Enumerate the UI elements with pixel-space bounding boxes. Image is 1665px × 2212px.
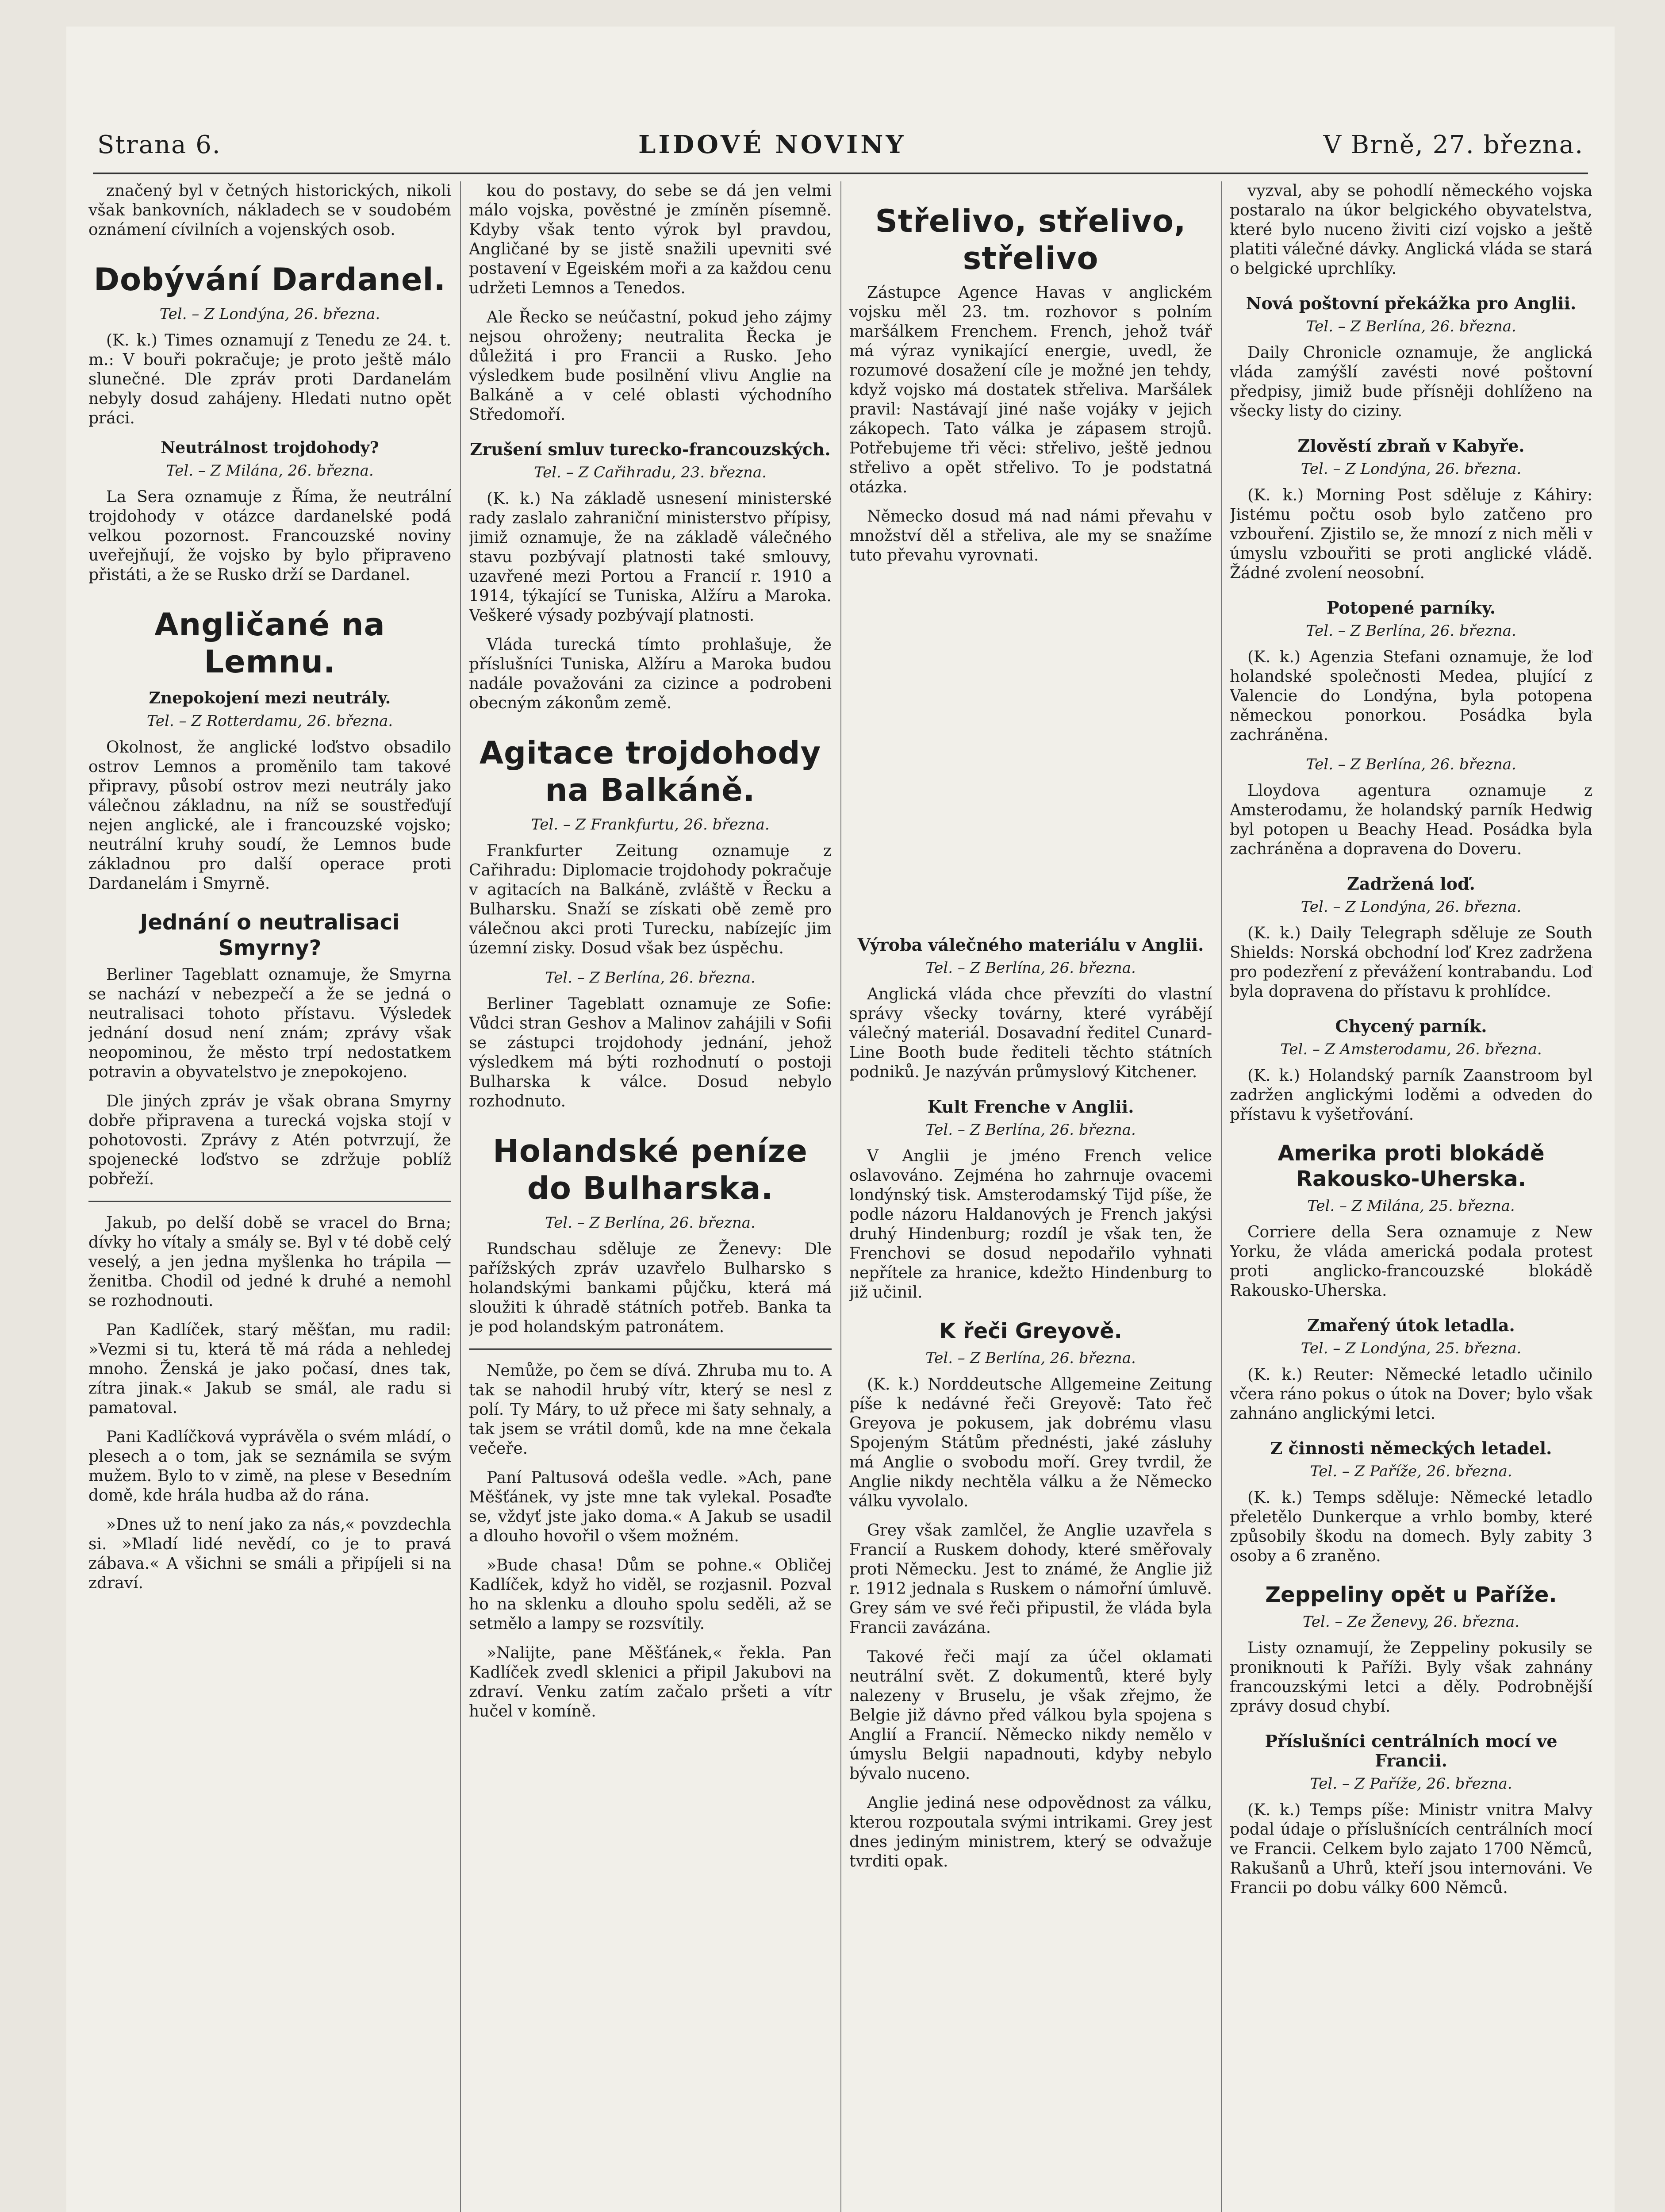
article-title: Angličané na Lemnu. bbox=[154, 607, 385, 680]
censored-blank bbox=[849, 575, 1212, 920]
dateline: Tel. – Z Berlína, 26. března. bbox=[925, 1121, 1136, 1139]
article-title: Agitace trojdohody na Balkáně. bbox=[479, 735, 821, 808]
feuilleton-paragraph: Jakub, po delší době se vracel do Brna; dívky ho vítaly a smály se. Byl v té době celý veselý, a jen jedna myšlenka ho trápila — ženitba. Chodil od jedné k druhé a nemohl se rozhodnouti. bbox=[88, 1214, 451, 1310]
feuilleton-rule bbox=[469, 1348, 832, 1350]
article-paragraph: Lloydova agentura oznamuje z Amsterodamu, že holandský parník Hedwig byl potopen u Beachy Head. Posádka byla zachráněna a dopravena do Doveru. bbox=[1230, 782, 1592, 858]
article-title: Holandské peníze do Bulharska. bbox=[493, 1133, 808, 1206]
feuilleton-paragraph: Paní Paltusová odešla vedle. »Ach, pane Měšťánek, vy jste mne tak vylekal. Posaďte se, vždyť jste jako doma.« A Jakub se usadil a dlouho hovořil o všem možném. bbox=[469, 1469, 832, 1545]
dateline: Tel. – Z Paříže, 26. března. bbox=[1310, 1775, 1512, 1793]
article-title: Amerika proti blokádě Rakousko-Uherska. bbox=[1278, 1141, 1545, 1191]
article-title: Dobývání Dardanel. bbox=[93, 261, 446, 298]
feuilleton-paragraph: Pan Kadlíček, starý měšťan, mu radil: »Vezmi si tu, která tě má ráda a nehledej mnoho. Ženská je jako počasí, dnes tak, zítra jinak.« Jakub se smál, ale radu si pamatoval. bbox=[88, 1321, 451, 1417]
dateline: Tel. – Z Amsterodamu, 26. března. bbox=[1280, 1041, 1542, 1058]
article-paragraph: (K. k.) Na základě usnesení ministerské rady zaslalo zahraniční ministerstvo přípisy, jimiž oznamuje, že na základě válečného stavu pozbývají platnosti také smlouvy, uzavřené mezi Portou a Francií r. 1910 a 1914, týkající se Tuniska, Alžíru a Maroka. Veškeré výsady pozbývají platnosti. bbox=[469, 490, 832, 625]
article-paragraph: Německo dosud má nad námi převahu v množství děl a střeliva, ale my se snažíme tuto převahu vyrovnati. bbox=[849, 507, 1212, 565]
article-title: Kult Frenche v Anglii. bbox=[927, 1097, 1134, 1117]
article-title: Nová poštovní překážka pro Anglii. bbox=[1246, 293, 1577, 313]
dateline: Tel. – Z Berlína, 26. března. bbox=[925, 1349, 1136, 1367]
article-paragraph: Rundschau sděluje ze Ženevy: Dle pařížských zpráv uzavřelo Bulharsko s holandskými bankami půjčku, která má sloužiti k úhradě státních potřeb. Banka ta je pod holandským patronátem. bbox=[469, 1240, 832, 1336]
article-paragraph: vyzval, aby se pohodlí německého vojska postaralo na úkor belgického obyvatelstva, které bylo nuceno živiti cizí vojsko a ještě platiti válečné dávky. Anglická vláda se stará o belgické uprchlíky. bbox=[1230, 182, 1592, 278]
dateline: Tel. – Z Berlína, 26. března. bbox=[925, 959, 1136, 977]
column-1 bbox=[88, 181, 451, 2212]
article-paragraph: Dle jiných zpráv je však obrana Smyrny dobře připravena a turecká vojska stojí v pohotovosti. Zprávy z Atén potvrzují, že spojenecké loďstvo se zdržuje poblíž pobřeží. bbox=[88, 1092, 451, 1188]
article-paragraph: (K. k.) Times oznamují z Tenedu ze 24. t. m.: V bouři pokračuje; je proto ještě málo slunečné. Dle zpráv proti Dardanelám nebyly dosud zahájeny. Hledati nutno opět práci. bbox=[88, 331, 451, 427]
dateline: Tel. – Z Cařihradu, 23. března. bbox=[534, 464, 767, 481]
column-rule bbox=[1221, 181, 1222, 2212]
col1-intro: značený byl v četných historických, nikoli však bankovních, nákladech se v soudobém oznámení cívilních a vojenských osob. bbox=[88, 182, 451, 239]
dateline: Tel. – Z Berlína, 26. března. bbox=[1306, 318, 1516, 335]
dateline: Tel. – Z Milána, 25. března. bbox=[1307, 1197, 1515, 1215]
article-paragraph: V Anglii je jméno French velice oslavováno. Zejména ho zahrnuje ovacemi londýnský tisk. Amsterodamský Tijd píše, že podle názoru Haldanových je French jakýsi druhý Hindenburg; rozdíl je však ten, že Frenchovi se dosud nepodařilo vyhnati nepřítele za hranice, kdežto Hindenburg to již učinil. bbox=[849, 1147, 1212, 1302]
article-title: Chycený parník. bbox=[1335, 1016, 1487, 1036]
article-subtitle: Znepokojení mezi neutrály. bbox=[149, 689, 391, 707]
article-paragraph: Berliner Tageblatt oznamuje, že Smyrna se nachází v nebezpečí a že se jedná o neutralisaci tohoto přístavu. Výsledek jednání dosud není znám; zprávy však neopominou, že město trpí nedostatkem potravin a obyvatelstvo je znepokojeno. bbox=[88, 966, 451, 1081]
article-title: Výroba válečného materiálu v Anglii. bbox=[857, 935, 1204, 955]
article-paragraph: Takové řeči mají za účel oklamati neutrální svět. Z dokumentů, které byly nalezeny v Bruselu, je však zřejmo, že Belgie již dávno před válkou byla spojena s Anglií a Francií. Německo nikdy nemělo v úmyslu Belgii napadnouti, kdyby nebylo bývalo nuceno. bbox=[849, 1648, 1212, 1783]
article-paragraph: (K. k.) Agenzia Stefani oznamuje, že loď holandské společnosti Medea, plující z Valencie do Londýna, byla potopena německou ponorkou. Posádka byla zachráněna. bbox=[1230, 648, 1592, 744]
dateline: Tel. – Z Londýna, 26. března. bbox=[1301, 898, 1522, 916]
masthead bbox=[97, 119, 1584, 159]
article-paragraph: Daily Chronicle oznamuje, že anglická vláda zamýšlí zavésti nové poštovní předpisy, jimiž bude přísněji dohlíženo na všecky listy do ciziny. bbox=[1230, 344, 1592, 420]
feuilleton-paragraph: »Dnes už to není jako za nás,« povzdechla si. »Mladí lidé nevědí, co je to pravá zábava.« A všichni se smáli a připíjeli si na zdraví. bbox=[88, 1516, 451, 1592]
dateline: Tel. – Z Berlína, 26. března. bbox=[1306, 622, 1516, 640]
dateline: Tel. – Z Londýna, 25. března. bbox=[1301, 1340, 1522, 1357]
article-title: Zrušení smluv turecko-francouzských. bbox=[470, 439, 831, 459]
feuilleton-paragraph: Nemůže, po čem se dívá. Zhruba mu to. A tak se nahodil hrubý vítr, který se nesl z polí. Ty Máry, to už přece mi šaty sehnaly, a tak jsem se vrátil domů, kde na mne čekala večeře. bbox=[469, 1362, 832, 1458]
article-paragraph: Frankfurter Zeitung oznamuje z Cařihradu: Diplomacie trojdohody pokračuje v agitacích na Balkáně, zvláště v Řecku a Bulharsku. Snaží se získati obě země pro válečnou akci proti Turecku, nabízejíc jim územní zisky. Dosud však bez úspěchu. bbox=[469, 842, 832, 957]
article-paragraph: Anglická vláda chce převzíti do vlastní správy všecky továrny, které vyrábějí válečný materiál. Dosavadní ředitel Cunard-Line Booth bude řediteli těchto státních podniků. Je nazýván průmyslový Kitchener. bbox=[849, 985, 1212, 1081]
dateline: Tel. – Z Londýna, 26. března. bbox=[159, 305, 380, 323]
article-paragraph: Corriere della Sera oznamuje z New Yorku, že vláda americká podala protest proti anglicko-francouzské blokádě Rakousko-Uherska. bbox=[1230, 1223, 1592, 1300]
article-title: Z činnosti německých letadel. bbox=[1270, 1438, 1552, 1458]
dateline: Tel. – Ze Ženevy, 26. března. bbox=[1302, 1613, 1520, 1631]
dateline: Tel. – Z Berlína, 26. března. bbox=[1306, 756, 1516, 773]
dateline: Tel. – Z Berlína, 26. března. bbox=[545, 1214, 756, 1232]
article-title: Zadržená loď. bbox=[1347, 874, 1475, 894]
article-paragraph: (K. k.) Holandský parník Zaanstroom byl zadržen anglickými loděmi a odveden do přístavu k vyšetřování. bbox=[1230, 1067, 1592, 1124]
article-title: Zeppeliny opět u Paříže. bbox=[1265, 1582, 1557, 1607]
article-paragraph: (K. k.) Morning Post sděluje z Káhiry: Jistému počtu osob bylo zatčeno pro vzbouření. Zjistilo se, že mnozí z nich měli v úmyslu vzbouřiti se proti anglické vládě. Žádné zvolení neosobní. bbox=[1230, 486, 1592, 582]
article-paragraph: (K. k.) Temps sděluje: Německé letadlo přeletělo Dunkerque a vrhlo bomby, které způsobily škodu na domech. Byly zabity 3 osoby a 6 zraněno. bbox=[1230, 1489, 1592, 1565]
column-rule bbox=[460, 181, 461, 2212]
article-paragraph: (K. k.) Reuter: Německé letadlo učinilo včera ráno pokus o útok na Dover; bylo však zahnáno anglickými letci. bbox=[1230, 1366, 1592, 1423]
article-paragraph: kou do postavy, do sebe se dá jen velmi málo vojska, pověstné je zmíněn písemně. Kdyby však tento výrok byl pravdou, Angličané by se jistě snažili upevniti své postavení v Egeiském moři a za každou cenu udržeti Lemnos a Tenedos. bbox=[469, 182, 832, 297]
article-paragraph: (K. k.) Temps píše: Ministr vnitra Malvy podal údaje o příslušnících centrálních mocí ve Francii. Celkem bylo zajato 1700 Němců, Rakušanů a Uhrů, kteří jsou internováni. Ve Francii po dobu války 600 Němců. bbox=[1230, 1801, 1592, 1897]
article-paragraph: Zástupce Agence Havas v anglickém vojsku měl 23. tm. rozhovor s polním maršálkem Frenchem. French, jehož tvář má výraz vynikající energie, uvedl, že rozumové dosažení cíle je možné jen tehdy, když vojsko má dostatek střeliva. Maršálek pravil: Nastávají jiné naše vojáky v jejich zákopech. Tato válka je zápasem strojů. Potřebujeme tři věci: střelivo, ještě jednou střelivo a opět střelivo. To je podstatná otázka. bbox=[849, 284, 1212, 496]
article-title: Příslušníci centrálních mocí ve Francii. bbox=[1265, 1731, 1558, 1770]
article-title: Zlověstí zbraň v Kabyře. bbox=[1297, 436, 1525, 456]
column-2 bbox=[469, 181, 832, 2212]
article-paragraph: (K. k.) Norddeutsche Allgemeine Zeitung píše k nedávné řeči Greyově: Tato řeč Greyova je pokusem, jak dobrému vlasu Spojeným Státům přednésti, jaké zásluhy má Anglie o svobodu moří. Grey tvrdil, že Anglie nikdy nechtěla válku a že Německo válku vyvolalo. bbox=[849, 1375, 1212, 1510]
article-paragraph: Berliner Tageblatt oznamuje ze Sofie: Vůdci stran Geshov a Malinov zahájili v Sofii se zástupci trojdohody jednání, jehož výsledkem má býti rozhodnutí o postoji Bulharska k válce. Dosud nebylo rozhodnuto. bbox=[469, 995, 832, 1110]
page-number: Strana 6. bbox=[97, 131, 221, 159]
header-rule bbox=[93, 173, 1588, 174]
issue-date: V Brně, 27. března. bbox=[1323, 131, 1584, 159]
newspaper-title: LIDOVÉ NOVINY bbox=[638, 130, 906, 159]
article-paragraph: Ale Řecko se neúčastní, pokud jeho zájmy nejsou ohroženy; neutralita Řecka je důležitá i pro Francii a Rusko. Jeho výsledkem bude posilnění vlivu Anglie na Balkáně a v celé oblasti východního Středomoří. bbox=[469, 308, 832, 424]
article-title: K řeči Greyově. bbox=[939, 1319, 1122, 1344]
article-paragraph: Grey však zamlčel, že Anglie uzavřela s Francií a Ruskem dohody, které směřovaly proti Německu. Jest to známé, že Anglie již r. 1912 jednala s Ruskem o námořní úmluvě. Grey sám ve své řeči připustil, že vláda byla Francii zavázána. bbox=[849, 1521, 1212, 1637]
column-4 bbox=[1230, 181, 1592, 2212]
article-title: Potopené parníky. bbox=[1326, 598, 1496, 618]
feuilleton-rule bbox=[88, 1201, 451, 1202]
article-title: Střelivo, střelivo, střelivo bbox=[875, 203, 1186, 276]
article-paragraph: La Sera oznamuje z Říma, že neutrální trojdohody v otázce dardanelské podá velkou pozornost. Francouzské noviny uveřejňují, že vojsko by bylo připraveno přistáti, a že se Rusko drží se Dardanel. bbox=[88, 488, 451, 584]
column-3 bbox=[849, 181, 1212, 2212]
column-rule bbox=[840, 181, 841, 2212]
article-title: Zmařený útok letadla. bbox=[1307, 1315, 1515, 1335]
dateline: Tel. – Z Paříže, 26. března. bbox=[1310, 1463, 1512, 1480]
feuilleton-paragraph: »Bude chasa! Dům se pohne.« Obličej Kadlíček, když ho viděl, se rozjasnil. Pozval ho na sklenku a dlouho spolu seděli, až se setmělo a lampy se rozsvítily. bbox=[469, 1556, 832, 1633]
article-title: Jednání o neutralisaci Smyrny? bbox=[140, 910, 400, 960]
article-paragraph: Okolnost, že anglické loďstvo obsadilo ostrov Lemnos a proměnilo tam takové připravy, působí ostrov mezi neutrály jako válečnou základnu, na níž se soustřeďují nejen anglické, ale i francouzské vojsko; neutrální kruhy soudí, že Lemnos bude základnou pro další operace proti Dardanelám i Smyrně. bbox=[88, 738, 451, 893]
article-paragraph: Anglie jediná nese odpovědnost za válku, kterou rozpoutala svými intrikami. Grey jest dnes jediným ministrem, který se odvažuje tvrditi opak. bbox=[849, 1794, 1212, 1870]
article-subtitle: Neutrálnost trojdohody? bbox=[161, 438, 379, 457]
dateline: Tel. – Z Rotterdamu, 26. března. bbox=[146, 712, 393, 730]
article-paragraph: Listy oznamují, že Zeppeliny pokusily se proniknouti k Paříži. Byly však zahnány francouzskými letci a děly. Podrobnější zprávy dosud chybí. bbox=[1230, 1639, 1592, 1716]
dateline: Tel. – Z Frankfurtu, 26. března. bbox=[531, 816, 770, 833]
feuilleton-paragraph: Pani Kadlíčková vyprávěla o svém mládí, o plesech a o tom, jak se seznámila se svým mužem. Bylo to v zimě, na plese v Besedním domě, kde hrála hudba až do rána. bbox=[88, 1428, 451, 1505]
dateline: Tel. – Z Londýna, 26. března. bbox=[1301, 460, 1522, 478]
article-paragraph: Vláda turecká tímto prohlašuje, že příslušníci Tuniska, Alžíru a Maroka budou nadále považováni za cizince a podrobeni obecným zákonům země. bbox=[469, 636, 832, 712]
feuilleton-paragraph: »Nalijte, pane Měšťánek,« řekla. Pan Kadlíček zvedl sklenici a připil Jakubovi na zdraví. Venku zatím začalo pršeti a vítr hučel v komíně. bbox=[469, 1644, 832, 1720]
newspaper-page bbox=[66, 27, 1615, 2212]
article-paragraph: (K. k.) Daily Telegraph sděluje ze South Shields: Norská obchodní loď Krez zadržena pro podezření z převážení kontrabandu. Loď byla dopravena do přístavu k prohlídce. bbox=[1230, 924, 1592, 1001]
dateline: Tel. – Z Berlína, 26. března. bbox=[545, 969, 756, 987]
dateline: Tel. – Z Milána, 26. března. bbox=[166, 462, 374, 480]
